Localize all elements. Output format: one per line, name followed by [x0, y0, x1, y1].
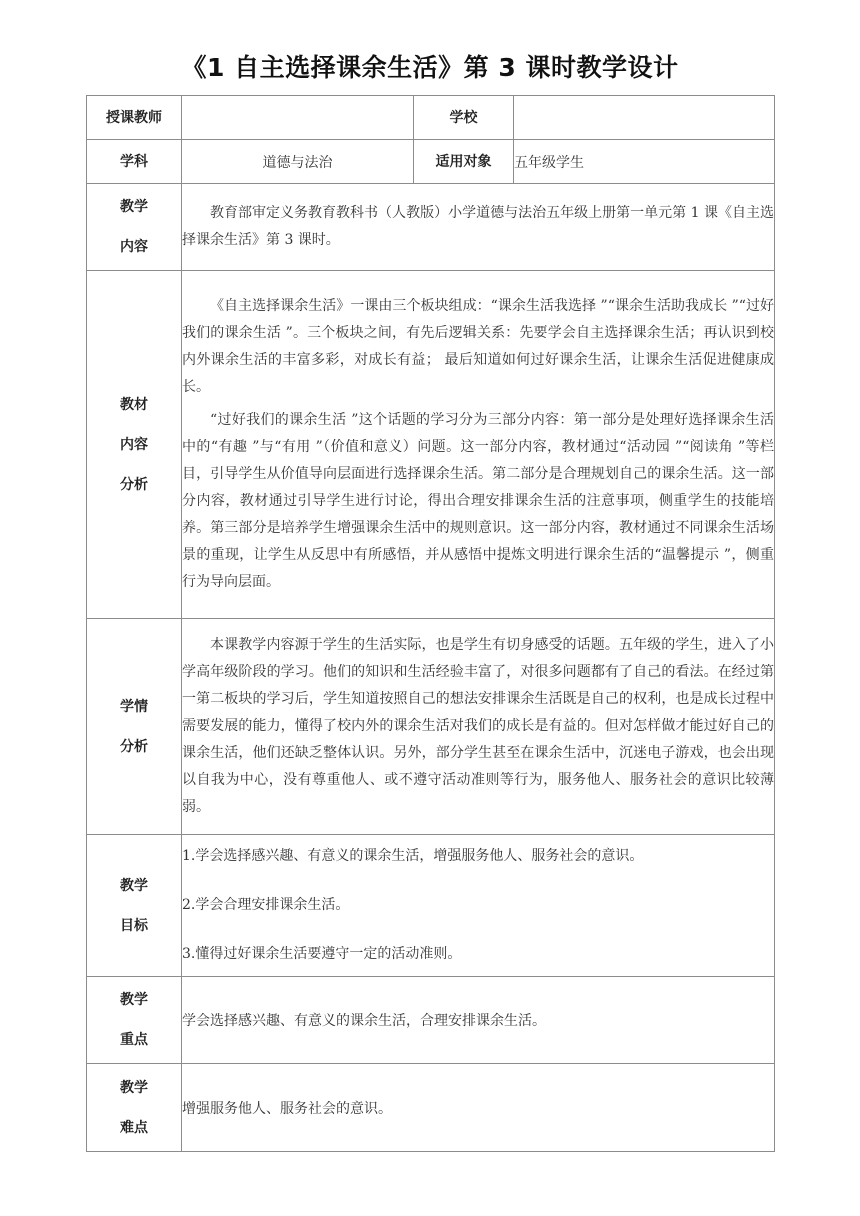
student-analysis-label: 学情 分析 — [87, 619, 182, 835]
material-paragraph-2: “过好我们的课余生活 ”这个话题的学习分为三部分内容：第一部分是处理好选择课余生活中的“有趣 ”与“有用 ”（价值和意义）问题。这一部分内容，教材通过“活动园 ”“阅读角 ”等栏目，引导学生从价值导向层面进行选择课余生活。第二部分是合理规划自己的课余生活。这一部分内容，教材通过引导学生进行讨论，得出合理安排课余生活的注意事项，侧重学生的技能培养。第三部分是培养学生增强课余生活中的规则意识。这一部分内容，教材通过不同课余生活场景的重现，让学生从反思中有所感悟，并从感悟中提炼文明进行课余生活的“温馨提示 ”，侧重行为导向层面。 — [182, 412, 774, 590]
goal-item: 1.学会选择感兴趣、有意义的课余生活，增强服务他人、服务社会的意识。 — [182, 848, 644, 864]
page-title: 《1 自主选择课余生活》第 3 课时教学设计 — [181, 53, 679, 82]
teaching-content-label: 教学 内容 — [87, 184, 182, 271]
audience-value: 五年级学生 — [514, 140, 775, 184]
subject-label: 学科 — [87, 140, 182, 184]
row-teaching-content — [87, 184, 775, 271]
teaching-content-text: 教育部审定义务教育教科书（人教版）小学道德与法治五年级上册第一单元第 1 课《自主选择课余生活》第 3 课时。 — [182, 184, 775, 271]
row-subject-audience — [87, 140, 775, 184]
teacher-label: 授课教师 — [87, 96, 182, 140]
material-analysis-text — [182, 271, 775, 619]
material-analysis-label: 教材 内容 分析 — [87, 271, 182, 619]
goal-item: 2.学会合理安排课余生活。 — [182, 897, 350, 913]
row-student-analysis — [87, 619, 775, 835]
teacher-value — [182, 96, 414, 140]
row-teacher-school — [87, 96, 775, 140]
row-teaching-goals — [87, 835, 775, 977]
row-material-analysis — [87, 271, 775, 619]
school-value — [514, 96, 775, 140]
key-point-label: 教学 重点 — [87, 977, 182, 1064]
goal-item: 3.懂得过好课余生活要遵守一定的活动准则。 — [182, 946, 462, 962]
material-paragraph-1: 《自主选择课余生活》一课由三个板块组成：“课余生活我选择 ”“课余生活助我成长 ”“过好我们的课余生活 ”。三个板块之间，有先后逻辑关系：先要学会自主选择课余生活；再认识到校内外课余生活的丰富多彩，对成长有益； 最后知道如何过好课余生活，让课余生活促进健康成长。 — [182, 298, 774, 395]
row-difficulty — [87, 1064, 775, 1152]
student-analysis-text: 本课教学内容源于学生的生活实际，也是学生有切身感受的话题。五年级的学生，进入了小学高年级阶段的学习。他们的知识和生活经验丰富了，对很多问题都有了自己的看法。在经过第一第二板块的学习后，学生知道按照自己的想法安排课余生活既是自己的权利，也是成长过程中需要发展的能力，懂得了校内外的课余生活对我们的成长是有益的。但对怎样做才能过好自己的课余生活，他们还缺乏整体认识。另外，部分学生甚至在课余生活中，沉迷电子游戏，也会出现以自我为中心，没有尊重他人、或不遵守活动准则等行为，服务他人、服务社会的意识比较薄弱。 — [182, 619, 775, 835]
subject-value: 道德与法治 — [182, 140, 414, 184]
teaching-goals-label: 教学 目标 — [87, 835, 182, 977]
teaching-goals-list — [182, 835, 775, 977]
key-point-text: 学会选择感兴趣、有意义的课余生活，合理安排课余生活。 — [182, 977, 775, 1064]
difficulty-label: 教学 难点 — [87, 1064, 182, 1152]
lesson-plan-table — [86, 95, 775, 1152]
school-label: 学校 — [414, 96, 514, 140]
audience-label: 适用对象 — [414, 140, 514, 184]
row-key-point — [87, 977, 775, 1064]
difficulty-text: 增强服务他人、服务社会的意识。 — [182, 1064, 775, 1152]
